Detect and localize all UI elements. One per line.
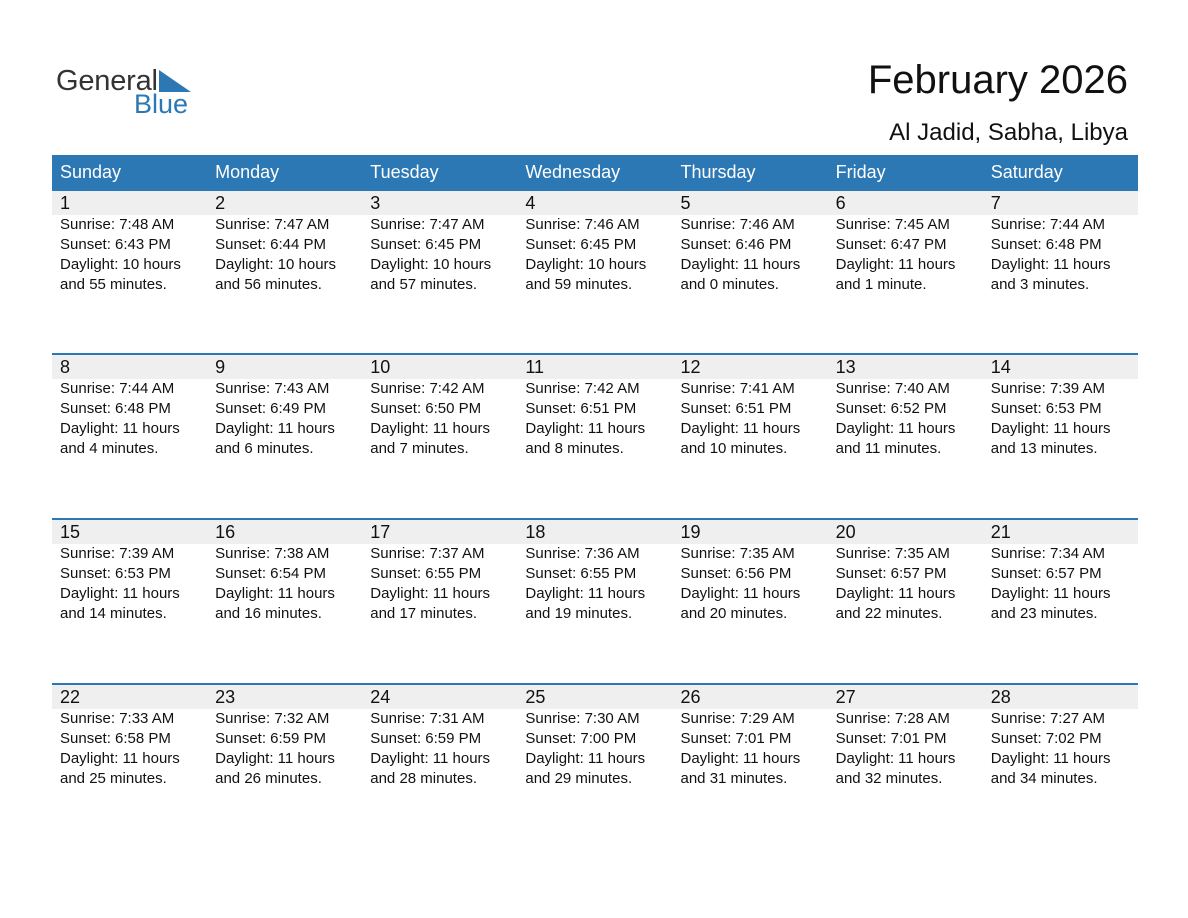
day-daylight1-text: Daylight: 11 hours — [680, 420, 801, 437]
day-daylight2-text: and 17 minutes. — [370, 605, 477, 622]
weekday-monday: Monday — [215, 162, 280, 182]
day-daylight2-text: and 13 minutes. — [990, 440, 1098, 457]
day-daylight1-text: Daylight: 11 hours — [680, 256, 801, 273]
day-daylight2-text: and 55 minutes. — [60, 276, 167, 293]
day-number: 23 — [215, 687, 236, 707]
day-sunset-text: Sunset: 7:02 PM — [990, 730, 1102, 747]
day-number: 15 — [60, 522, 81, 542]
weekday-header — [52, 155, 1138, 189]
day-daylight2-text: and 57 minutes. — [370, 276, 477, 293]
day-daylight1-text: Daylight: 10 hours — [215, 256, 337, 273]
day-cell — [52, 685, 207, 843]
day-sunrise-text: Sunrise: 7:44 AM — [60, 380, 175, 397]
day-sunrise-text: Sunrise: 7:38 AM — [215, 545, 330, 562]
day-daylight1-text: Daylight: 10 hours — [525, 256, 647, 273]
day-cell — [673, 355, 828, 513]
day-daylight1-text: Daylight: 11 hours — [370, 750, 491, 767]
day-sunrise-text: Sunrise: 7:27 AM — [990, 710, 1105, 727]
calendar-title: February 2026 — [867, 58, 1128, 102]
day-cell — [517, 685, 672, 843]
day-daylight2-text: and 11 minutes. — [835, 440, 942, 457]
day-number: 5 — [680, 193, 691, 213]
day-sunrise-text: Sunrise: 7:28 AM — [835, 710, 950, 727]
day-sunrise-text: Sunrise: 7:35 AM — [680, 545, 795, 562]
day-daylight2-text: and 26 minutes. — [215, 770, 322, 787]
day-sunrise-text: Sunrise: 7:45 AM — [835, 216, 950, 233]
day-sunset-text: Sunset: 6:52 PM — [835, 400, 947, 417]
day-daylight1-text: Daylight: 11 hours — [525, 585, 646, 602]
day-number: 12 — [680, 357, 701, 377]
day-cell — [828, 355, 983, 513]
day-sunrise-text: Sunrise: 7:44 AM — [990, 216, 1105, 233]
day-sunrise-text: Sunrise: 7:47 AM — [215, 216, 330, 233]
day-sunrise-text: Sunrise: 7:36 AM — [525, 545, 640, 562]
logo-text-general: General — [56, 65, 158, 97]
day-sunset-text: Sunset: 6:55 PM — [525, 565, 637, 582]
day-number: 7 — [990, 193, 1001, 213]
day-sunrise-text: Sunrise: 7:42 AM — [525, 380, 640, 397]
day-sunrise-text: Sunrise: 7:34 AM — [990, 545, 1105, 562]
day-sunrise-text: Sunrise: 7:46 AM — [680, 216, 795, 233]
day-daylight2-text: and 28 minutes. — [370, 770, 477, 787]
day-sunset-text: Sunset: 6:51 PM — [525, 400, 637, 417]
day-daylight2-text: and 23 minutes. — [990, 605, 1098, 622]
week-row — [52, 518, 1138, 678]
day-cell — [983, 685, 1138, 843]
day-sunset-text: Sunset: 6:57 PM — [990, 565, 1102, 582]
day-daylight1-text: Daylight: 11 hours — [215, 750, 335, 767]
weekday-wednesday: Wednesday — [525, 162, 621, 182]
day-daylight2-text: and 56 minutes. — [215, 276, 322, 293]
day-number: 26 — [680, 687, 701, 707]
day-number: 28 — [990, 687, 1011, 707]
weekday-tuesday: Tuesday — [370, 162, 439, 182]
day-sunrise-text: Sunrise: 7:33 AM — [60, 710, 175, 727]
day-number: 17 — [370, 522, 391, 542]
day-cell — [362, 520, 517, 678]
day-daylight1-text: Daylight: 11 hours — [680, 750, 801, 767]
day-sunrise-text: Sunrise: 7:46 AM — [525, 216, 640, 233]
day-sunset-text: Sunset: 6:48 PM — [990, 236, 1102, 253]
day-daylight2-text: and 16 minutes. — [215, 605, 322, 622]
day-daylight1-text: Daylight: 11 hours — [525, 750, 646, 767]
day-number: 4 — [525, 193, 536, 213]
day-daylight2-text: and 59 minutes. — [525, 276, 633, 293]
day-number: 1 — [60, 193, 71, 213]
day-daylight1-text: Daylight: 11 hours — [370, 420, 491, 437]
day-cell — [52, 520, 207, 678]
day-daylight2-text: and 10 minutes. — [680, 440, 788, 457]
day-cell — [52, 191, 207, 349]
logo-text-blue: Blue — [134, 89, 189, 119]
day-daylight2-text: and 19 minutes. — [525, 605, 633, 622]
week-row — [52, 353, 1138, 513]
weekday-friday: Friday — [835, 162, 886, 182]
day-daylight1-text: Daylight: 11 hours — [680, 585, 801, 602]
day-sunset-text: Sunset: 6:50 PM — [370, 400, 482, 417]
day-daylight2-text: and 31 minutes. — [680, 770, 788, 787]
week-row — [52, 683, 1138, 843]
day-daylight2-text: and 34 minutes. — [990, 770, 1098, 787]
day-sunrise-text: Sunrise: 7:29 AM — [680, 710, 795, 727]
day-daylight1-text: Daylight: 11 hours — [215, 585, 335, 602]
day-cell — [983, 191, 1138, 349]
day-sunset-text: Sunset: 6:56 PM — [680, 565, 792, 582]
day-daylight2-text: and 4 minutes. — [60, 440, 159, 457]
day-number: 10 — [370, 357, 391, 377]
calendar-location: Al Jadid, Sabha, Libya — [889, 119, 1128, 146]
day-sunrise-text: Sunrise: 7:48 AM — [60, 216, 175, 233]
week-row — [52, 189, 1138, 349]
day-daylight2-text: and 25 minutes. — [60, 770, 167, 787]
day-cell — [673, 191, 828, 349]
day-daylight1-text: Daylight: 11 hours — [60, 585, 180, 602]
day-number: 19 — [680, 522, 701, 542]
generalblue-logo — [56, 62, 206, 122]
day-sunset-text: Sunset: 6:51 PM — [680, 400, 792, 417]
day-sunrise-text: Sunrise: 7:37 AM — [370, 545, 485, 562]
day-daylight1-text: Daylight: 10 hours — [370, 256, 492, 273]
day-sunrise-text: Sunrise: 7:31 AM — [370, 710, 485, 727]
day-cell — [207, 520, 362, 678]
weekday-saturday: Saturday — [990, 162, 1063, 182]
day-daylight1-text: Daylight: 11 hours — [60, 420, 180, 437]
day-number: 8 — [60, 357, 71, 377]
day-number: 11 — [525, 357, 545, 377]
day-daylight1-text: Daylight: 11 hours — [370, 585, 491, 602]
day-sunset-text: Sunset: 6:48 PM — [60, 400, 171, 417]
day-sunrise-text: Sunrise: 7:32 AM — [215, 710, 330, 727]
weekday-thursday: Thursday — [680, 162, 756, 182]
day-sunset-text: Sunset: 6:59 PM — [370, 730, 482, 747]
day-sunset-text: Sunset: 6:53 PM — [60, 565, 171, 582]
day-sunset-text: Sunset: 7:00 PM — [525, 730, 637, 747]
day-cell — [828, 191, 983, 349]
day-sunrise-text: Sunrise: 7:35 AM — [835, 545, 950, 562]
day-daylight2-text: and 32 minutes. — [835, 770, 943, 787]
day-daylight2-text: and 3 minutes. — [990, 276, 1090, 293]
day-sunset-text: Sunset: 6:47 PM — [835, 236, 947, 253]
day-daylight2-text: and 20 minutes. — [680, 605, 788, 622]
day-daylight1-text: Daylight: 11 hours — [525, 420, 646, 437]
day-sunrise-text: Sunrise: 7:30 AM — [525, 710, 640, 727]
day-cell — [673, 685, 828, 843]
day-daylight1-text: Daylight: 11 hours — [835, 256, 956, 273]
day-sunrise-text: Sunrise: 7:43 AM — [215, 380, 330, 397]
day-cell — [362, 685, 517, 843]
day-number: 25 — [525, 687, 546, 707]
day-sunset-text: Sunset: 6:59 PM — [215, 730, 327, 747]
day-daylight1-text: Daylight: 11 hours — [990, 420, 1111, 437]
day-number: 20 — [835, 522, 856, 542]
day-cell — [517, 520, 672, 678]
day-sunset-text: Sunset: 7:01 PM — [680, 730, 792, 747]
day-cell — [673, 520, 828, 678]
day-number: 9 — [215, 357, 226, 377]
day-cell — [828, 520, 983, 678]
day-sunset-text: Sunset: 6:53 PM — [990, 400, 1102, 417]
day-daylight2-text: and 22 minutes. — [835, 605, 943, 622]
day-daylight2-text: and 6 minutes. — [215, 440, 314, 457]
day-sunset-text: Sunset: 6:55 PM — [370, 565, 482, 582]
day-sunset-text: Sunset: 6:45 PM — [370, 236, 482, 253]
day-number: 18 — [525, 522, 546, 542]
day-cell — [52, 355, 207, 513]
day-sunrise-text: Sunrise: 7:39 AM — [990, 380, 1105, 397]
day-daylight2-text: and 0 minutes. — [680, 276, 779, 293]
weekday-sunday: Sunday — [60, 162, 122, 182]
day-number: 21 — [990, 522, 1011, 542]
day-daylight2-text: and 1 minute. — [835, 276, 927, 293]
day-sunset-text: Sunset: 6:43 PM — [60, 236, 171, 253]
day-daylight2-text: and 29 minutes. — [525, 770, 633, 787]
day-daylight1-text: Daylight: 10 hours — [60, 256, 181, 273]
day-sunset-text: Sunset: 6:58 PM — [60, 730, 171, 747]
day-cell — [517, 191, 672, 349]
day-daylight1-text: Daylight: 11 hours — [990, 256, 1111, 273]
day-cell — [362, 355, 517, 513]
day-daylight1-text: Daylight: 11 hours — [60, 750, 180, 767]
day-daylight2-text: and 14 minutes. — [60, 605, 167, 622]
day-sunset-text: Sunset: 6:45 PM — [525, 236, 637, 253]
day-daylight1-text: Daylight: 11 hours — [835, 585, 956, 602]
day-sunrise-text: Sunrise: 7:47 AM — [370, 216, 485, 233]
day-sunrise-text: Sunrise: 7:40 AM — [835, 380, 950, 397]
day-cell — [207, 355, 362, 513]
day-daylight1-text: Daylight: 11 hours — [835, 420, 956, 437]
day-number: 2 — [215, 193, 226, 213]
day-cell — [207, 685, 362, 843]
day-number: 13 — [835, 357, 856, 377]
day-sunset-text: Sunset: 6:44 PM — [215, 236, 327, 253]
day-cell — [828, 685, 983, 843]
day-daylight1-text: Daylight: 11 hours — [835, 750, 956, 767]
day-sunset-text: Sunset: 6:57 PM — [835, 565, 947, 582]
day-daylight1-text: Daylight: 11 hours — [990, 585, 1111, 602]
day-daylight2-text: and 7 minutes. — [370, 440, 469, 457]
day-sunset-text: Sunset: 6:46 PM — [680, 236, 792, 253]
day-sunset-text: Sunset: 6:54 PM — [215, 565, 327, 582]
day-cell — [207, 191, 362, 349]
day-cell — [362, 191, 517, 349]
day-sunrise-text: Sunrise: 7:42 AM — [370, 380, 485, 397]
day-number: 27 — [835, 687, 856, 707]
day-sunset-text: Sunset: 6:49 PM — [215, 400, 327, 417]
day-daylight2-text: and 8 minutes. — [525, 440, 624, 457]
day-sunset-text: Sunset: 7:01 PM — [835, 730, 947, 747]
day-number: 6 — [835, 193, 846, 213]
day-cell — [983, 355, 1138, 513]
day-sunrise-text: Sunrise: 7:41 AM — [680, 380, 795, 397]
day-cell — [983, 520, 1138, 678]
day-sunrise-text: Sunrise: 7:39 AM — [60, 545, 175, 562]
day-number: 22 — [60, 687, 81, 707]
day-number: 16 — [215, 522, 236, 542]
day-number: 14 — [990, 357, 1011, 377]
day-daylight1-text: Daylight: 11 hours — [990, 750, 1111, 767]
day-daylight1-text: Daylight: 11 hours — [215, 420, 335, 437]
day-number: 3 — [370, 193, 381, 213]
day-cell — [517, 355, 672, 513]
day-number: 24 — [370, 687, 391, 707]
